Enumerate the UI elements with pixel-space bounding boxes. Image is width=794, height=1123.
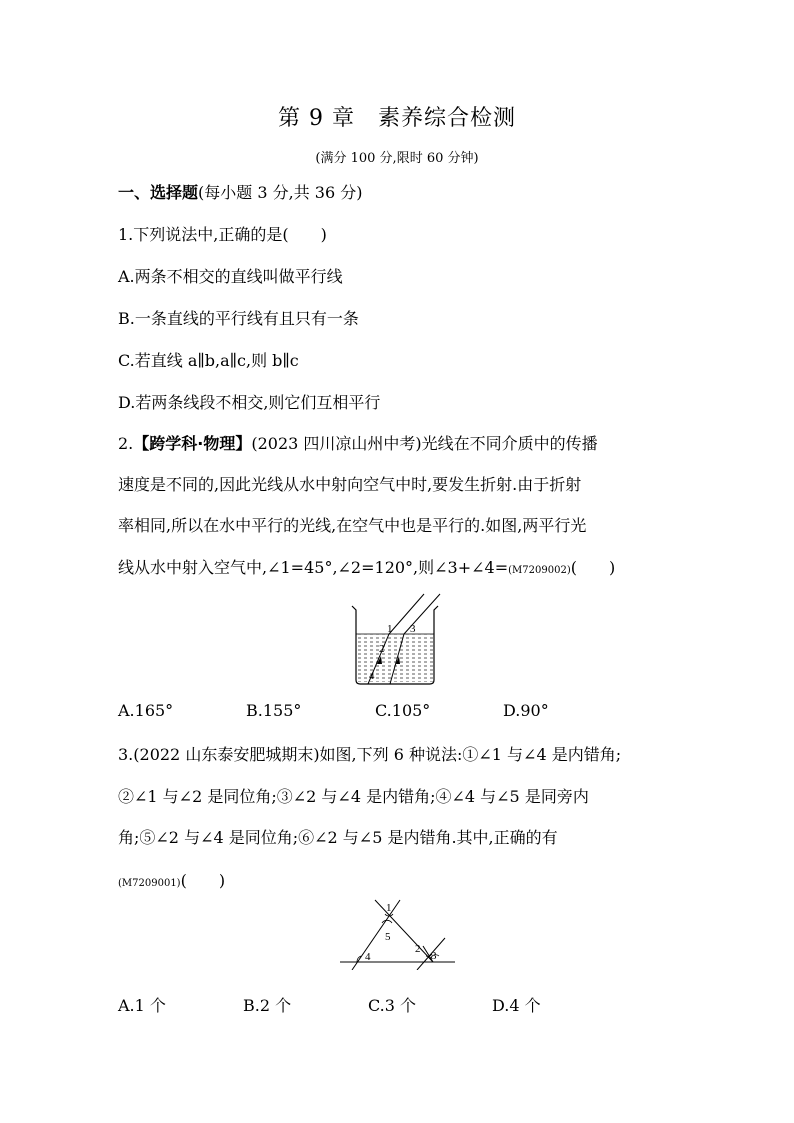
transversal-right (375, 900, 433, 962)
q3-line-2: ②∠1 与∠2 是同位角;③∠2 与∠4 是内错角;④∠4 与∠5 是同旁内 (118, 787, 589, 806)
q2-option-b: B.155° (246, 701, 302, 720)
q2-number: 2. (118, 434, 134, 453)
q2-line-1-text: (2023 四川凉山州中考)光线在不同介质中的传播 (251, 434, 598, 453)
light-ray-left-air (389, 594, 424, 634)
q3-option-c: C.3 个 (368, 996, 417, 1015)
angle-label-4: 4 (365, 951, 371, 963)
q1-option-d: D.若两条线段不相交,则它们互相平行 (118, 393, 381, 412)
page-title: 第 9 章 素养综合检测 (278, 106, 516, 131)
section-note: (每小题 3 分,共 36 分) (198, 183, 363, 202)
angle-figure (335, 898, 460, 970)
angle-label-1: 1 (386, 902, 392, 914)
q1-option-a: A.两条不相交的直线叫做平行线 (118, 267, 343, 286)
q3-option-d: D.4 个 (492, 996, 541, 1015)
q3-option-b: B.2 个 (243, 996, 292, 1015)
page-subtitle: (满分 100 分,限时 60 分钟) (315, 151, 479, 166)
q2-tag: 【跨学科·物理】 (133, 434, 252, 453)
q1-option-c: C.若直线 a∥b,a∥c,则 b∥c (118, 351, 299, 370)
q3-line-4 (118, 868, 225, 891)
angle-label-3: 3 (431, 950, 437, 962)
angle-label-1: 1 (387, 623, 393, 635)
section-heading: 一、选择题 (118, 183, 199, 202)
q2-option-d: D.90° (503, 701, 549, 720)
q2-answer-paren: ( ) (570, 558, 616, 577)
q2-option-c: C.105° (375, 701, 431, 720)
angle-label-2: 2 (379, 643, 385, 655)
q2-option-a: A.165° (118, 701, 174, 720)
angle-label-5: 5 (385, 931, 391, 943)
q2-line-3: 率相同,所以在水中平行的光线,在空气中也是平行的.如图,两平行光 (118, 516, 587, 535)
section-heading-row (118, 180, 362, 203)
q2-code: (M7209002) (508, 565, 571, 576)
q3-answer-paren: ( ) (180, 871, 226, 890)
beaker-refraction-figure (340, 592, 450, 687)
transversal-left (352, 900, 400, 970)
q2-line-2: 速度是不同的,因此光线从水中射向空气中时,要发生折射.由于折射 (118, 475, 582, 494)
water-region (356, 634, 434, 682)
angle-label-4: 4 (369, 670, 375, 682)
q3-line-3: 角;⑤∠2 与∠4 是同位角;⑥∠2 与∠5 是内错角.其中,正确的有 (118, 828, 558, 847)
q2-line-1 (118, 431, 598, 454)
q2-line-4-text: 线从水中射入空气中,∠1=45°,∠2=120°,则∠3+∠4= (118, 558, 509, 577)
q3-code: (M7209001) (118, 878, 181, 889)
q1-stem: 1.下列说法中,正确的是( ) (118, 225, 327, 244)
angle-label-2: 2 (415, 943, 421, 955)
q3-line-1: 3.(2022 山东泰安肥城期末)如图,下列 6 种说法:①∠1 与∠4 是内错角; (118, 745, 622, 764)
q1-option-b: B.一条直线的平行线有且只有一条 (118, 309, 359, 328)
angle-label-3: 3 (410, 623, 416, 635)
q2-line-4 (118, 555, 615, 578)
q3-option-a: A.1 个 (118, 996, 166, 1015)
